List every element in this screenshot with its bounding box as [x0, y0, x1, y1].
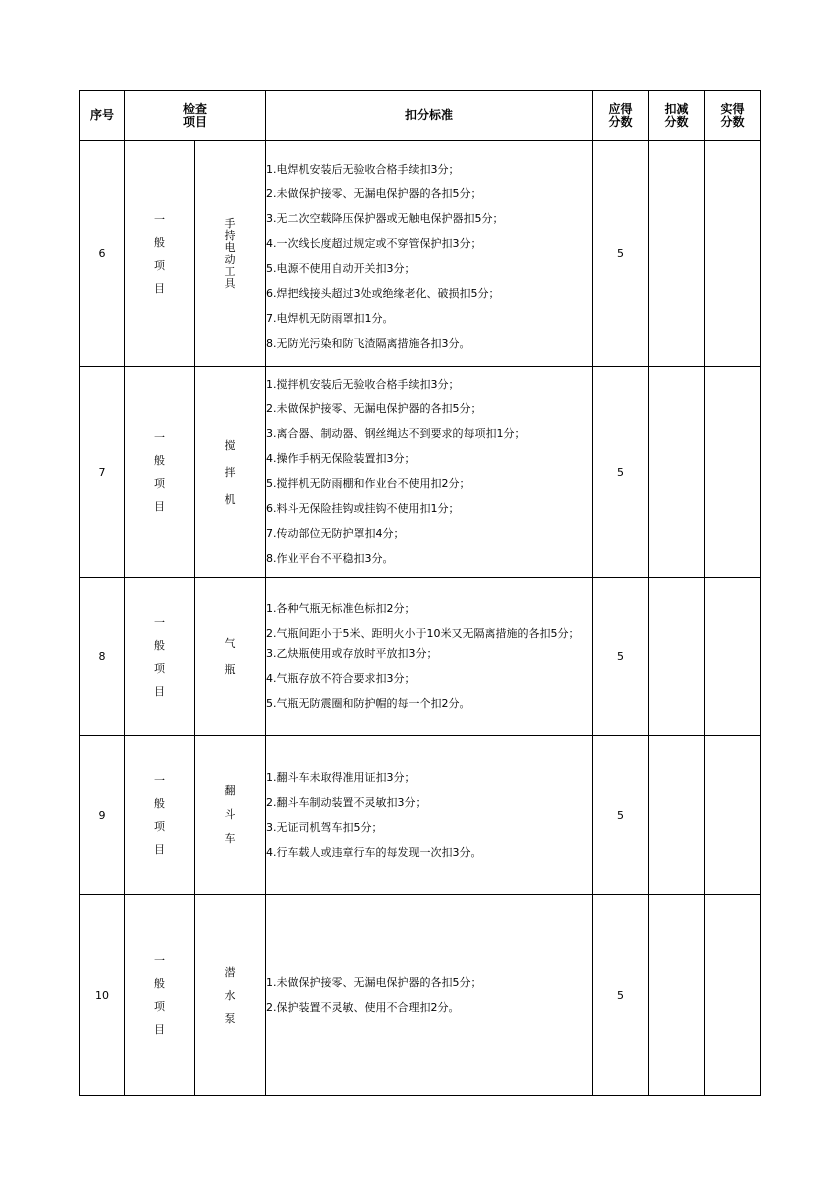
item-cell: 潜 水 泵 — [195, 895, 266, 1096]
category-cell: 一 般 项 目 — [125, 141, 195, 367]
item-cell: 搅 拌 机 — [195, 367, 266, 578]
criteria-item: 3.乙炔瓶使用或存放时平放扣3分； — [266, 647, 438, 660]
criteria-item: 7.传动部位无防护罩扣4分； — [266, 527, 405, 540]
criteria-item: 6.料斗无保险挂钩或挂钩不使用扣1分； — [266, 502, 460, 515]
header-row — [80, 91, 761, 141]
header-due-score: 应得 分数 — [593, 91, 649, 141]
due-score-cell: 5 — [593, 141, 649, 367]
criteria-item: 2.保护装置不灵敏、使用不合理扣2分。 — [266, 1000, 460, 1014]
seq-cell: 7 — [80, 367, 125, 578]
criteria-item: 4.气瓶存放不符合要求扣3分； — [266, 672, 416, 685]
criteria-item: 2.气瓶间距小于5米、距明火小于10米又无隔离措施的各扣5分； — [266, 627, 580, 640]
table-row — [80, 895, 761, 1096]
criteria-item: 4.操作手柄无保险装置扣3分； — [266, 452, 416, 465]
criteria-item: 8.无防光污染和防飞渣隔离措施各扣3分。 — [266, 337, 471, 350]
deduct-score-cell[interactable] — [649, 895, 705, 1096]
due-score-cell: 5 — [593, 367, 649, 578]
deduct-score-cell[interactable] — [649, 141, 705, 367]
table-row — [80, 367, 761, 578]
criteria-cell — [266, 578, 593, 736]
header-actual-score: 实得 分数 — [705, 91, 761, 141]
due-score-cell: 5 — [593, 578, 649, 736]
criteria-cell — [266, 895, 593, 1096]
actual-score-cell[interactable] — [705, 141, 761, 367]
actual-score-cell[interactable] — [705, 895, 761, 1096]
category-cell: 一 般 项 目 — [125, 367, 195, 578]
header-criteria: 扣分标准 — [266, 91, 593, 141]
criteria-item: 7.电焊机无防雨罩扣1分。 — [266, 312, 394, 325]
inspection-table — [79, 90, 761, 1096]
criteria-cell — [266, 736, 593, 895]
criteria-item: 1.搅拌机安装后无验收合格手续扣3分； — [266, 378, 460, 391]
criteria-item: 2.未做保护接零、无漏电保护器的各扣5分； — [266, 402, 482, 415]
criteria-item: 6.焊把线接头超过3处或绝缘老化、破损扣5分； — [266, 287, 500, 300]
table-row — [80, 736, 761, 895]
category-cell: 一 般 项 目 — [125, 895, 195, 1096]
due-score-cell: 5 — [593, 736, 649, 895]
criteria-cell — [266, 367, 593, 578]
criteria-cell — [266, 141, 593, 367]
criteria-item: 4.一次线长度超过规定或不穿管保护扣3分； — [266, 237, 482, 250]
header-deduct-score: 扣减 分数 — [649, 91, 705, 141]
criteria-item: 3.无二次空载降压保护器或无触电保护器扣5分； — [266, 212, 504, 225]
criteria-item: 3.无证司机驾车扣5分； — [266, 820, 383, 834]
criteria-item: 1.各种气瓶无标准色标扣2分； — [266, 602, 416, 615]
deduct-score-cell[interactable] — [649, 367, 705, 578]
criteria-item: 8.作业平台不平稳扣3分。 — [266, 552, 394, 565]
actual-score-cell[interactable] — [705, 367, 761, 578]
due-score-cell: 5 — [593, 895, 649, 1096]
item-cell: 翻 斗 车 — [195, 736, 266, 895]
item-cell: 手 持 电 动 工 具 — [195, 141, 266, 367]
table-row — [80, 578, 761, 736]
criteria-item: 1.电焊机安装后无验收合格手续扣3分； — [266, 163, 460, 176]
criteria-item: 5.气瓶无防震圈和防护帽的每一个扣2分。 — [266, 697, 471, 710]
criteria-item: 1.未做保护接零、无漏电保护器的各扣5分； — [266, 975, 482, 989]
table-row — [80, 141, 761, 367]
criteria-item: 5.搅拌机无防雨棚和作业台不使用扣2分； — [266, 477, 471, 490]
criteria-item: 4.行车载人或违章行车的每发现一次扣3分。 — [266, 845, 482, 859]
category-cell: 一 般 项 目 — [125, 736, 195, 895]
criteria-item: 3.离合器、制动器、钢丝绳达不到要求的每项扣1分； — [266, 427, 526, 440]
seq-cell: 6 — [80, 141, 125, 367]
category-cell: 一 般 项 目 — [125, 578, 195, 736]
actual-score-cell[interactable] — [705, 736, 761, 895]
criteria-item: 5.电源不使用自动开关扣3分； — [266, 262, 416, 275]
criteria-item: 2.翻斗车制动装置不灵敏扣3分； — [266, 795, 427, 809]
deduct-score-cell[interactable] — [649, 578, 705, 736]
header-item: 检查 项目 — [125, 91, 266, 141]
seq-cell: 10 — [80, 895, 125, 1096]
header-seq: 序号 — [80, 91, 125, 141]
seq-cell: 8 — [80, 578, 125, 736]
actual-score-cell[interactable] — [705, 578, 761, 736]
deduct-score-cell[interactable] — [649, 736, 705, 895]
item-cell: 气 瓶 — [195, 578, 266, 736]
criteria-item: 1.翻斗车未取得准用证扣3分； — [266, 770, 416, 784]
seq-cell: 9 — [80, 736, 125, 895]
criteria-item: 2.未做保护接零、无漏电保护器的各扣5分； — [266, 187, 482, 200]
